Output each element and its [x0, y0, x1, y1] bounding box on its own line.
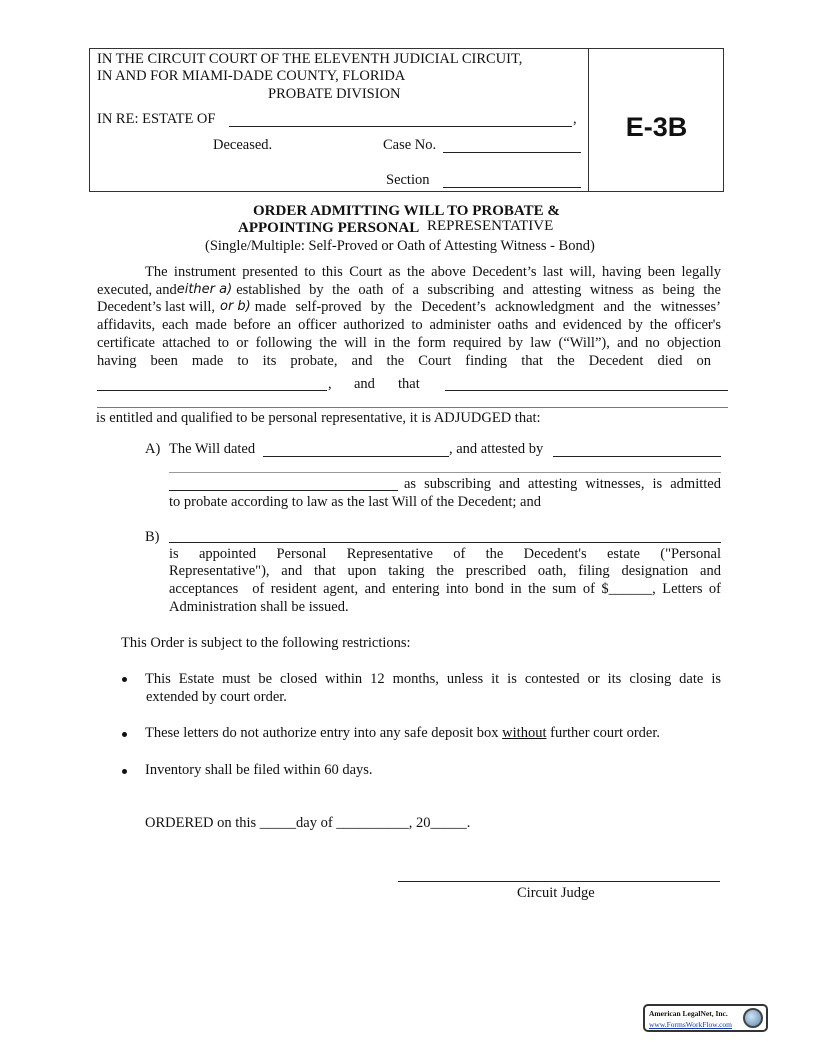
- restriction-2-underlined: without: [502, 725, 547, 741]
- restrictions-intro: This Order is subject to the following restrictions:: [121, 635, 411, 651]
- bullet-icon: [122, 677, 127, 682]
- section-b-line-4: Administration shall be issued.: [169, 599, 349, 615]
- executed-text: executed, and: [97, 282, 177, 298]
- section-field[interactable]: [443, 187, 581, 188]
- logo-url[interactable]: www.FormsWorkFlow.com: [649, 1020, 733, 1029]
- case-no-label: Case No.: [383, 137, 437, 153]
- section-b-label: B): [145, 529, 160, 545]
- bullet-icon: [122, 732, 127, 737]
- court-line-1: IN THE CIRCUIT COURT OF THE ELEVENTH JUDICIAL CIRCUIT,: [97, 51, 523, 67]
- deceased-label: Deceased.: [213, 137, 273, 153]
- either-a-text: either a): [176, 282, 233, 297]
- will-dated-text: The Will dated: [169, 441, 256, 457]
- division-label: PROBATE DIVISION: [268, 86, 401, 102]
- bullet-icon: [122, 769, 127, 774]
- bond-text: of resident agent, and entering into bond in the sum of $______, Letters of: [252, 581, 721, 597]
- ordered-date-line: ORDERED on this _____day of __________, 20_____.: [145, 815, 471, 831]
- form-code: E-3B: [625, 112, 688, 142]
- adjudged-text: is entitled and qualified to be personal representative, it is ADJUDGED that:: [96, 410, 541, 426]
- restriction-1-line-1: This Estate must be closed within 12 months, unless it is contested or its closing date is: [145, 671, 721, 687]
- in-re-comma: ,: [573, 111, 577, 127]
- title-line-1: ORDER ADMITTING WILL TO PROBATE &: [253, 203, 560, 219]
- section-b-line-1: is appointed Personal Representative of the Decedent's estate ("Personal: [169, 546, 721, 562]
- in-re-label: IN RE: ESTATE OF: [97, 111, 216, 127]
- appointed-representative-field[interactable]: [169, 542, 721, 543]
- personal-representative-name-field[interactable]: [445, 390, 728, 391]
- paragraph-line-4: affidavits, each made before an officer authorized to administer oaths and evidenced by the officer's: [97, 317, 721, 333]
- paragraph-line-5: certificate attached to or following the will in the form required by law (“Will”), and no objection: [97, 335, 721, 351]
- restriction-2-text-b: further court order.: [550, 725, 661, 741]
- section-label: Section: [386, 172, 430, 188]
- american-legalnet-logo: [643, 1004, 768, 1032]
- section-b-line-3: [169, 580, 721, 598]
- section-a-label: A): [145, 441, 161, 457]
- circuit-judge-label: Circuit Judge: [517, 885, 595, 901]
- attesting-witness-field[interactable]: [553, 456, 721, 457]
- court-line-2: IN AND FOR MIAMI-DADE COUNTY, FLORIDA: [97, 68, 406, 84]
- restriction-3: Inventory shall be filed within 60 days.: [145, 762, 373, 778]
- attesting-witness-field-3[interactable]: [169, 490, 398, 491]
- acceptances-text: acceptances: [169, 581, 239, 597]
- will-date-field[interactable]: [263, 456, 449, 457]
- witness-text: as subscribing and attesting witnesses, is admitted: [404, 476, 721, 492]
- comma-after-date: ,: [328, 376, 332, 392]
- judge-signature-field[interactable]: [398, 881, 720, 882]
- and-word: and: [354, 376, 375, 392]
- subtitle: (Single/Multiple: Self-Proved or Oath of Attesting Witness - Bond): [205, 238, 595, 254]
- title-line-2b: REPRESENTATIVE: [427, 218, 554, 234]
- attested-by-text: , and attested by: [449, 441, 544, 457]
- globe-icon: [743, 1008, 763, 1028]
- established-text: established by the oath of a subscribing and attesting witness as being the: [236, 282, 721, 298]
- paragraph-line-2: [97, 281, 721, 299]
- restriction-2: [145, 724, 660, 742]
- self-proved-text: made self-proved by the Decedent’s acknowledgment and the witnesses’: [254, 299, 721, 315]
- logo-company-name: American LegalNet, Inc.: [649, 1009, 728, 1018]
- title-line-2a: APPOINTING PERSONAL: [238, 220, 420, 236]
- probate-text: to probate according to law as the last Will of the Decedent; and: [169, 494, 541, 510]
- paragraph-line-1: The instrument presented to this Court as the above Decedent’s last will, having been legally: [145, 264, 721, 280]
- date-of-death-field[interactable]: [97, 390, 327, 391]
- paragraph-line-3: [97, 298, 721, 316]
- case-no-field[interactable]: [443, 152, 581, 153]
- restriction-2-text-a: These letters do not authorize entry into any safe deposit box: [145, 725, 499, 741]
- restriction-1-line-2: extended by court order.: [146, 689, 287, 705]
- or-b-text: or b): [219, 299, 251, 314]
- section-b-line-2: Representative"), and that upon taking the prescribed oath, filing designation and: [169, 563, 721, 579]
- that-word: that: [398, 376, 420, 392]
- decedent-will-text: Decedent’s last will,: [97, 299, 215, 315]
- estate-name-field[interactable]: [229, 126, 572, 127]
- personal-representative-name-line-2[interactable]: [97, 407, 728, 408]
- attesting-witness-field-2[interactable]: [169, 472, 721, 473]
- paragraph-line-6: having been made to its probate, and the Court finding that the Decedent died on: [97, 353, 711, 369]
